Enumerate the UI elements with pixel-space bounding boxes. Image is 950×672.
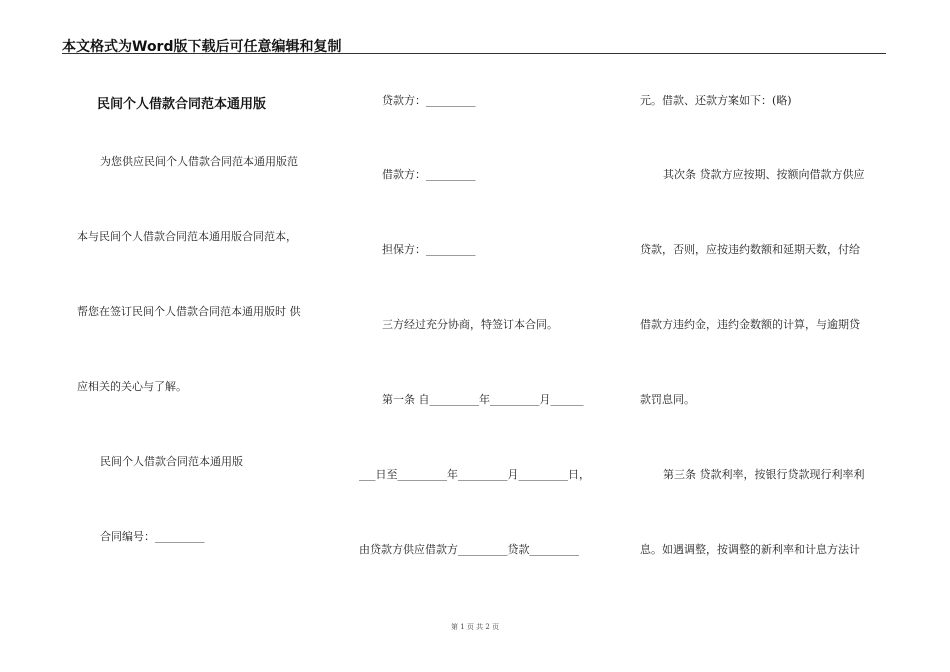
col3-line-5: 款罚息同。 xyxy=(640,393,695,406)
document-title: 民间个人借款合同范本通用版 xyxy=(97,97,267,112)
col3-line-1: 元。借款、还款方案如下：(略) xyxy=(640,94,792,107)
col2-line-3: 担保方：_________ xyxy=(382,243,476,256)
col3-line-7: 息。如遇调整，按调整的新利率和计息方法计 xyxy=(640,543,860,556)
col2-line-4: 三方经过充分协商，特签订本合同。 xyxy=(382,318,558,331)
col1-line-1: 为您供应民间个人借款合同范本通用版范 xyxy=(100,155,298,168)
col2-line-6: ___日至_________年_________月_________日， xyxy=(359,468,590,481)
col1-line-5: 民间个人借款合同范本通用版 xyxy=(100,455,243,468)
col2-line-5: 第一条 自_________年_________月______ xyxy=(382,393,584,406)
col2-line-7: 由贷款方供应借款方_________贷款_________ xyxy=(359,543,579,556)
col3-line-2: 其次条 贷款方应按期、按额向借款方供应 xyxy=(663,168,865,181)
col3-line-4: 借款方违约金，违约金数额的计算，与逾期贷 xyxy=(640,318,860,331)
col1-line-6: 合同编号：_________ xyxy=(100,530,205,543)
header-title: 本文格式为Word版下载后可任意编辑和复制 xyxy=(62,39,342,55)
col1-line-4: 应相关的关心与了解。 xyxy=(77,380,187,393)
col1-line-3: 帮您在签订民间个人借款合同范本通用版时 供 xyxy=(77,305,301,318)
col1-line-2: 本与民间个人借款合同范本通用版合同范本， xyxy=(77,230,297,243)
col3-line-6: 第三条 贷款利率，按银行贷款现行利率利 xyxy=(663,468,865,481)
page-number: 第 1 页 共 2 页 xyxy=(450,623,500,631)
header-divider xyxy=(62,53,886,54)
col2-line-2: 借款方：_________ xyxy=(382,168,476,181)
col2-line-1: 贷款方：_________ xyxy=(382,94,476,107)
col3-line-3: 贷款，否则，应按违约数额和延期天数，付给 xyxy=(640,243,860,256)
